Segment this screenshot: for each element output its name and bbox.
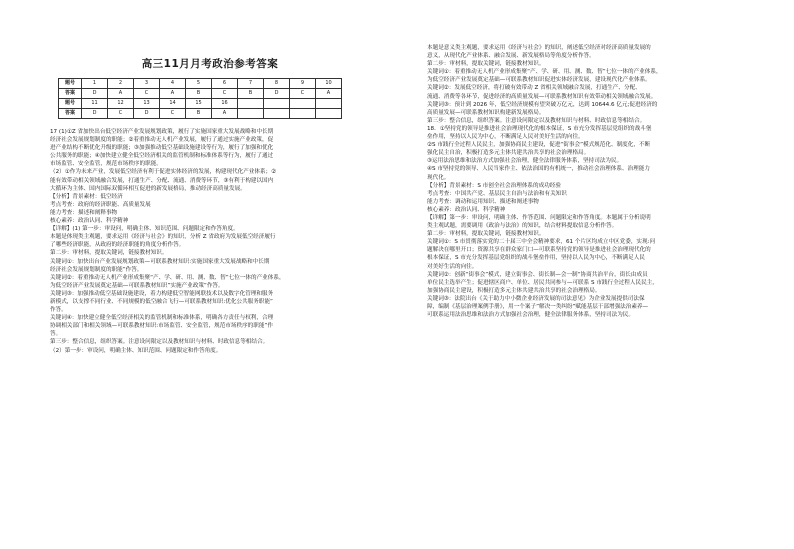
text-line: 能力考查：调动和运用知识、描述和阐述事物	[427, 198, 539, 205]
right-column	[427, 44, 789, 319]
answer-table	[58, 78, 342, 119]
text-line: 答。	[50, 331, 62, 338]
answer-table-cell: A	[160, 89, 186, 99]
text-line: 关键词③：法院出台《关于助力中小微企业经济发展的司法意见》为企业发展提供司法保	[427, 295, 645, 302]
text-line: （2）第一步：审设问，明确主体、知识范围、问题限定和作答角度。	[50, 347, 222, 354]
text-line: 新模式，以支撑不同行业、不同规模的低空融合飞行—可联系教材知识:优化公共服务职能”	[50, 298, 273, 305]
text-line: 为低空经济产业发展奠定基础—可联系教材知识”实施产业政策”作答。	[50, 282, 224, 289]
answer-table-cell: 6	[212, 79, 238, 89]
text-line: 第三步：整合信息，组织答案。注意设问限定以及教材知识与材料、时政信息等相结合。	[427, 117, 646, 124]
text-line: 经济社会发展规划制度的职能；②着重推动无人机产业发展，履行了通过实施产业政策，促	[50, 137, 274, 144]
text-line: 市场监管、安全监管，规范市场秩序的职能。	[50, 161, 162, 168]
answer-table-cell	[264, 109, 290, 119]
answer-table-cell: 7	[238, 79, 264, 89]
text-line: 18．①坚持党的领导是推进社会治理现代化的根本保证，S 市充分发挥基层党组织的战斗堡	[427, 125, 652, 132]
text-line: 【详解】(1) 第一步：审设问，明确主体、知识范围、问题限定和作答角度。	[50, 226, 239, 233]
text-line: 【分析】背景素材：低空经济	[50, 193, 123, 200]
answer-table-cell: B	[186, 109, 212, 119]
answer-table-cell	[290, 99, 316, 109]
text-line: ④S 市坚持党的领导、人民当家作主、依法治国的有机统一，推动社会治理体系、治理能力	[427, 166, 650, 173]
answer-table-cell: A	[212, 109, 238, 119]
page-title: 高三11月月考政治参考答案	[141, 58, 279, 70]
text-line: 为低空经济产业发展奠定基础—可联系教材知识促进实体经济发展，建设现代化产业体系。	[427, 77, 651, 84]
text-line: 公共服务的职能；④加快建立健全低空经济相关的监管机制和标准体系等行为，履行了通过	[50, 153, 274, 160]
text-line: 考点考查：政府的经济职能、高质量发展	[50, 201, 151, 208]
text-line: 本题是体现类主观题，要求运用《经济与社会》的知识，分析 Z 省政府为发展低空经济履行	[50, 234, 276, 241]
text-line: 单位民主选举产生；促进辖区商户、单位、居民共同参与—可联系 S 市践行全过程人民民主，	[427, 279, 658, 286]
text-line: 【详解】第一步：审设问，明确主体、作答范围、问题限定和作答角度。本题属于分析说明	[427, 214, 651, 221]
text-line: 进产业结构不断优化升级的职能；③加强推动低空基础设施建设等行为，履行了加强和优化	[50, 145, 274, 152]
answer-table-header-cell: 题号	[59, 99, 82, 109]
text-line: ③运用法治思维和法治方式加强社会治理，健全法律服务体系，坚持司法为民。	[427, 158, 623, 165]
text-line: ②S 市践行全过程人民民主，加强协商民主建设，促进“街事会”模式规范化、制度化，不断	[427, 142, 651, 149]
answer-table-cell: 11	[82, 99, 108, 109]
text-line: 考点考查：中国共产党、基层民主自治与法治和有关知识	[427, 190, 567, 197]
answer-table-cell: D	[134, 109, 160, 119]
text-line: 题解决在哪里开口；资源共享在群众家门口—可联系坚持党的领导是推进社会治理现代化的	[427, 247, 651, 254]
text-line: 强化民主自治，积极打造多元主体共建共治共享的社会治理格局。	[427, 150, 590, 157]
text-line: 加强协商民主建设，积极打造多元主体共建共治共享的社会治理格局。	[427, 287, 601, 294]
text-line: 关键词①：着重推动无人机产业形成集聚“产、学、研、用、测、数、智”七位一体的产业体系，	[427, 69, 662, 76]
text-line: （2）①作为未来产业，发展低空经济有利于促进实体经济的发展，构建现代化产业体系；②	[50, 169, 277, 176]
text-line: 关键词②：着重推动无人机产业形成集聚“产、学、研、用、测、数、智”七位一体的产业体系，	[50, 274, 285, 281]
text-line: 现代化。	[427, 174, 450, 181]
answer-table-cell	[264, 99, 290, 109]
answer-table-cell: A	[108, 89, 134, 99]
text-line: 第二步：审材料，提取关键词，链接教材知识。	[427, 231, 545, 238]
answer-table-cell	[238, 109, 264, 119]
answer-table-cell: C	[134, 89, 160, 99]
text-line: 大循环为主体、国内国际双循环相互促进的新发展格局，推动经济高质量发展。	[50, 185, 246, 192]
text-line: 对美好生活的向往。	[427, 263, 478, 270]
answer-table-cell: 9	[290, 79, 316, 89]
answer-table-cell	[316, 99, 342, 109]
text-line: 第二步：审材料，提取关键词，链接教材知识。	[427, 61, 545, 68]
answer-table-row	[59, 89, 342, 99]
text-line: 意义，从现代化产业体系、融合发展、新发展格局等角度分析作答。	[427, 53, 595, 60]
answer-table-cell: C	[290, 89, 316, 99]
text-line: 17 (1)①Z 省加快出台低空经济产业发展规划政策，履行了实施国家重大发展战略和中长期	[50, 129, 274, 135]
text-line: 能有效带动相关领域融合发展，打通生产、分配、流通、消费等环节，③有利于构建以国内	[50, 177, 274, 184]
answer-table-cell: 16	[212, 99, 238, 109]
text-line: 关键词①：加快出台产业发展规划政策—可联系教材知识:实施国家重大发展战略和中长期	[50, 258, 270, 265]
left-column	[50, 128, 413, 355]
answer-table-cell: C	[160, 109, 186, 119]
answer-table-cell: D	[82, 109, 108, 119]
text-line: 关键词②：创新“街事会”模式，建立街事会、街长制—会一制“协商共治平台，街长由成员	[427, 271, 648, 278]
answer-table-cell: 2	[108, 79, 134, 89]
text-line: 关键词③：加强推动低空基础设施建设，着力构建低空智能网联技术以及数字化管理和服务	[50, 290, 274, 297]
answer-table-cell: 10	[316, 79, 342, 89]
answer-table-cell: 4	[160, 79, 186, 89]
text-line: 核心素养：政治认同、科学精神	[50, 218, 129, 225]
text-line: 本题是意义类主观题，要求运用《经济与社会》的知识，阐述低空经济对经济高质量发展的	[427, 45, 651, 51]
answer-table-cell	[290, 109, 316, 119]
text-line: 能力考查：描述和阐释事物	[50, 209, 118, 216]
answer-table-cell: A	[316, 89, 342, 99]
text-line: 关键词③：预计到 2026 年，低空经济规模有望突破万亿元，达到 10644.6 亿元;促进经济的	[427, 101, 658, 108]
answer-table-cell: 15	[186, 99, 212, 109]
text-line: 第三步：整合信息，组织答案。注意设问限定以及教材知识与材料、时政信息等相结合。	[50, 339, 269, 346]
answer-table-header-cell: 题号	[59, 79, 82, 89]
text-line: 关键词①：S 市贯彻落实党的二十届三中全会精神要求，61 个片区均成立中区党委，实现:问	[427, 239, 656, 246]
answer-table-header-cell: 答案	[59, 89, 82, 99]
answer-table-row	[59, 99, 342, 109]
answer-table-cell: 1	[82, 79, 108, 89]
answer-table-cell: D	[82, 89, 108, 99]
answer-table-cell: D	[264, 89, 290, 99]
text-line: 作答。	[50, 307, 67, 314]
answer-table-cell: B	[238, 89, 264, 99]
answer-table-row	[59, 79, 342, 89]
text-line: 经济社会发展规划制度的职能”作答。	[50, 266, 143, 273]
text-line: 障，编制《基层治理案例手册》，用一个案子”解决一类纠纷”赋能基层干部增强法治素养—	[427, 304, 649, 310]
answer-table-cell	[316, 109, 342, 119]
text-line: 核心素养：政治认同、科学精神	[427, 206, 506, 213]
answer-table-cell: 3	[134, 79, 160, 89]
answer-table-header-cell: 答案	[59, 109, 82, 119]
answer-table-cell: 12	[108, 99, 134, 109]
answer-table-cell: 13	[134, 99, 160, 109]
text-line: 关键词②：发展低空经济，将打破有效带动 Z 省相关领域融合发展，打通生产、分配、	[427, 85, 641, 92]
answer-table-cell	[238, 99, 264, 109]
text-line: 第二步：审材料，提取关键词，链接教材知识。	[50, 250, 168, 257]
answer-table-cell: C	[212, 89, 238, 99]
text-line: 流通、消费等各环节，促进经济的高质量发展—可联系教材知识有效带动相关领域融合发展。	[427, 93, 657, 100]
answer-table-cell: C	[108, 109, 134, 119]
text-line: 【分析】背景素材：S 市创全社会治理体系的成功经验	[427, 182, 561, 189]
answer-table-cell: 14	[160, 99, 186, 109]
text-line: 根本保证，S 市充分发挥基层党组织的战斗堡垒作用，坚持以人民为中心，不断满足人民	[427, 255, 645, 262]
answer-table-cell: B	[186, 89, 212, 99]
text-line: 类主观试题，需要调用《政治与法治》的知识，结合材料提取信息分析作答。	[427, 223, 618, 230]
text-line: 协调相关部门和相关领域—可联系教材知识:市场监管、安全监管，规范市场秩序的职能”作	[50, 323, 273, 330]
text-line: 关键词④：加快建立健全低空经济相关的监管机制和标准体系，明确各方责任与权利，合理	[50, 315, 274, 322]
answer-table-cell: 8	[264, 79, 290, 89]
text-line: 垒作用，坚持以人民为中心，不断满足人民对美好生活的向往。	[427, 134, 584, 141]
answer-table-row	[59, 109, 342, 119]
text-line: 可联系运用法治思维和法治方式加强社会治理，健全法律服务体系，坚持司法为民。	[427, 312, 634, 319]
text-line: 了哪些经济职能，从政府的经济职能的角度分析作答。	[50, 242, 185, 249]
text-line: 高质量发展—可联系教材知识构建新发展格局。	[427, 109, 545, 116]
answer-table-cell: 5	[186, 79, 212, 89]
